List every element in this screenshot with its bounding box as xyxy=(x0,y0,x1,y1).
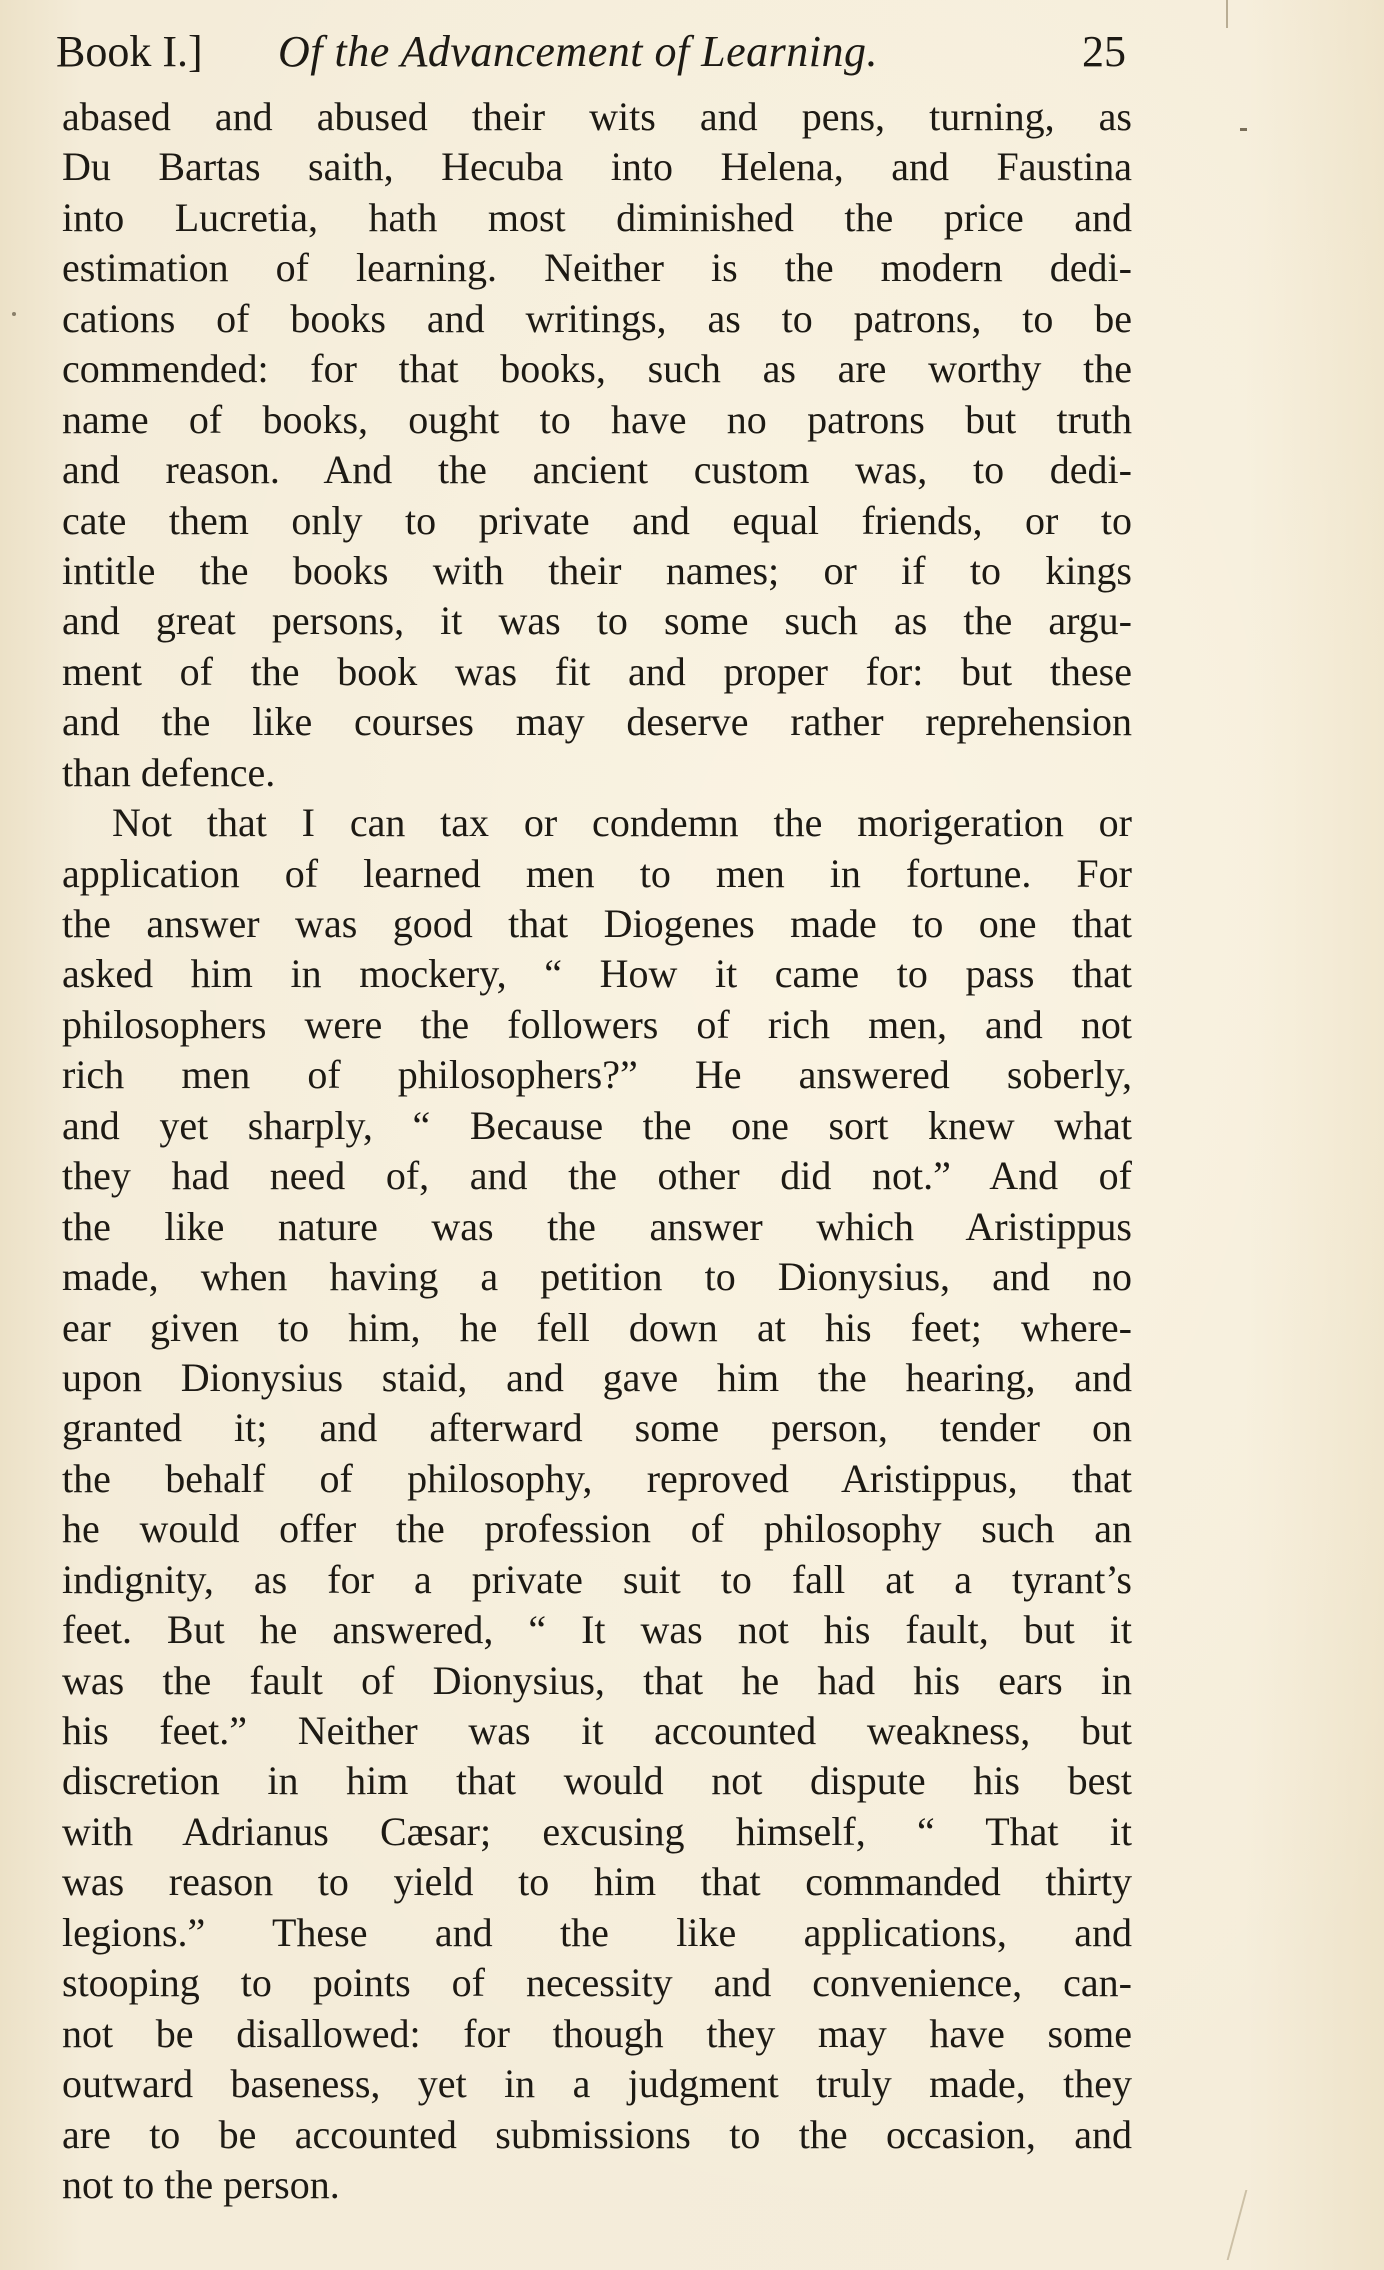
text-line: philosophers were the followers of rich men, and not xyxy=(62,1001,1132,1047)
text-line: discretion in him that would not dispute his best xyxy=(62,1758,1132,1804)
text-line: legions.” These and the like applications, and xyxy=(62,1909,1132,1955)
text-line: than defence. xyxy=(62,749,276,795)
running-head xyxy=(56,22,1126,82)
running-head-title: Of the Advancement of Learning. xyxy=(278,27,879,76)
body-text xyxy=(62,92,1132,2210)
text-line: upon Dionysius staid, and gave him the hearing, and xyxy=(62,1354,1132,1400)
text-line: are to be accounted submissions to the occasion, and xyxy=(62,2111,1132,2157)
text-line: and the like courses may deserve rather reprehension xyxy=(62,699,1132,745)
text-line: and yet sharply, “ Because the one sort knew what xyxy=(62,1102,1132,1148)
margin-mark xyxy=(1240,128,1247,131)
text-line: commended: for that books, such as are worthy the xyxy=(62,346,1132,392)
running-head-book: Book I.] xyxy=(56,27,203,76)
text-line: cations of books and writings, as to patrons, to be xyxy=(62,295,1132,341)
text-line: and great persons, it was to some such as the argu- xyxy=(62,598,1132,644)
corner-stain xyxy=(1227,2190,1288,2260)
text-line: granted it; and afterward some person, tender on xyxy=(62,1405,1132,1451)
text-line: name of books, ought to have no patrons but truth xyxy=(62,396,1132,442)
text-line: the answer was good that Diogenes made to one that xyxy=(62,901,1132,946)
text-line: they had need of, and the other did not.” And of xyxy=(62,1153,1132,1199)
text-line: not to the person. xyxy=(62,2161,340,2207)
text-line: with Adrianus Cæsar; excusing himself, “ That it xyxy=(62,1808,1132,1854)
text-line: cate them only to private and equal friends, or to xyxy=(62,497,1132,543)
text-line: into Lucretia, hath most diminished the price and xyxy=(62,194,1132,240)
text-line: indignity, as for a private suit to fall at a tyrant’s xyxy=(62,1556,1132,1602)
text-line: outward baseness, yet in a judgment truly made, they xyxy=(62,2061,1132,2107)
text-line: asked him in mockery, “ How it came to pass that xyxy=(62,951,1132,997)
text-line: Du Bartas saith, Hecuba into Helena, and Faustina xyxy=(62,144,1132,190)
text-line: made, when having a petition to Dionysius, and no xyxy=(62,1254,1132,1300)
paragraph xyxy=(62,92,1132,798)
text-line: the like nature was the answer which Aristippus xyxy=(62,1203,1132,1249)
text-line: was the fault of Dionysius, that he had his ears in xyxy=(62,1657,1132,1703)
text-line: feet. But he answered, “ It was not his fault, but it xyxy=(62,1607,1132,1653)
margin-dot xyxy=(12,312,16,316)
text-line: ear given to him, he fell down at his feet; where- xyxy=(62,1304,1132,1350)
text-line: he would offer the profession of philosophy such an xyxy=(62,1506,1132,1552)
text-line: was reason to yield to him that commanded thirty xyxy=(62,1859,1132,1905)
text-line: not be disallowed: for though they may have some xyxy=(62,2010,1132,2056)
paper-edge-mark xyxy=(1226,0,1228,28)
text-line: Not that I can tax or condemn the morigeration or xyxy=(112,800,1132,846)
text-line: ment of the book was fit and proper for: but these xyxy=(62,648,1132,694)
text-line: rich men of philosophers?” He answered soberly, xyxy=(62,1052,1132,1098)
page-number: 25 xyxy=(1082,27,1126,76)
text-line: and reason. And the ancient custom was, to dedi- xyxy=(62,447,1132,493)
text-line: application of learned men to men in fortune. For xyxy=(62,850,1132,896)
text-line: the behalf of philosophy, reproved Aristippus, that xyxy=(62,1455,1132,1501)
text-line: intitle the books with their names; or if to kings xyxy=(62,547,1132,593)
text-line: stooping to points of necessity and convenience, can- xyxy=(62,1960,1132,2006)
text-line: abased and abused their wits and pens, turning, as xyxy=(62,94,1132,139)
text-line: his feet.” Neither was it accounted weakness, but xyxy=(62,1708,1132,1753)
text-line: estimation of learning. Neither is the modern dedi- xyxy=(62,245,1132,291)
paragraph xyxy=(62,798,1132,2210)
